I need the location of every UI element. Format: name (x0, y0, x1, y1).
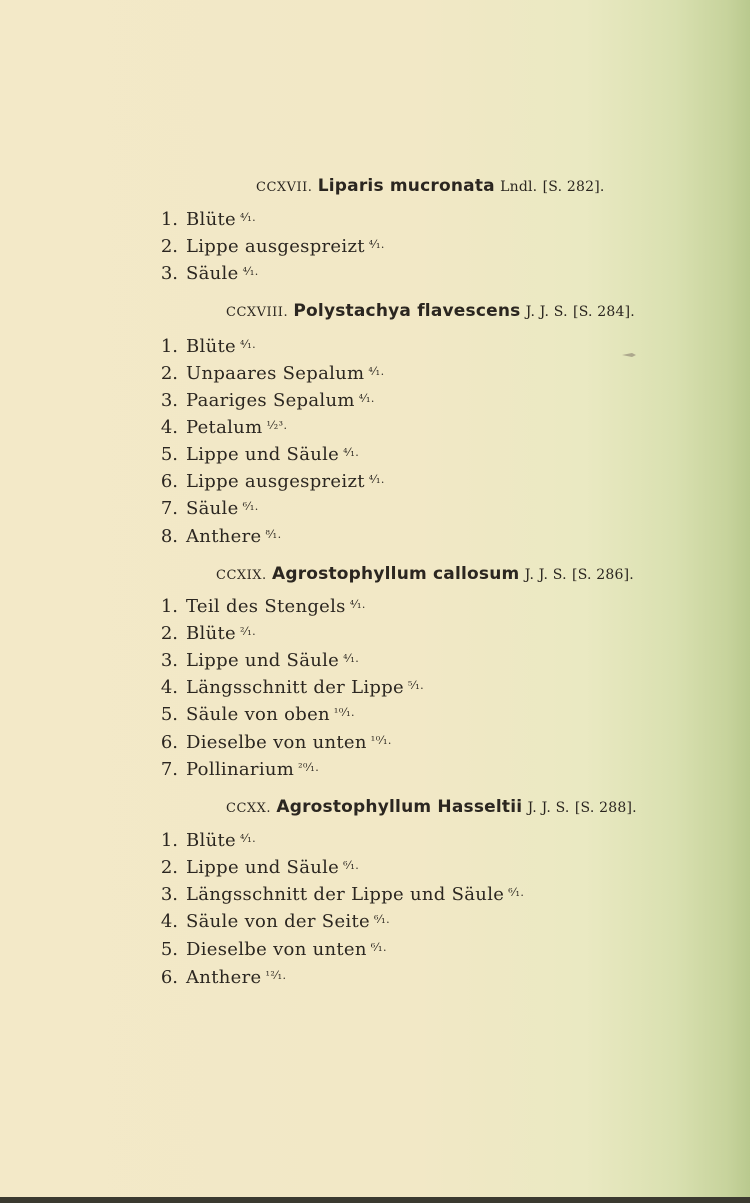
item-text: Längsschnitt der Lippe (186, 677, 404, 698)
item-number: 7. (160, 759, 178, 780)
item-scale: ⁴⁄₁. (343, 652, 360, 665)
list-item (0, 827, 256, 854)
item-scale: ⁴⁄₁. (242, 265, 259, 278)
item-number: 2. (160, 363, 178, 384)
item-number: 1. (160, 596, 178, 617)
item-number: 6. (160, 732, 178, 753)
list-item (0, 333, 256, 360)
section-heading (226, 797, 637, 817)
item-text: Säule (186, 263, 239, 284)
list-item (0, 441, 359, 468)
section-heading (256, 176, 605, 196)
item-scale: ⁴⁄₁. (358, 392, 375, 405)
item-scale: ¹²⁄₁. (265, 969, 287, 982)
item-scale: ⁴⁄₁. (239, 338, 257, 351)
page-reference: [S. 282]. (542, 179, 605, 195)
item-scale: ⁴⁄₁. (368, 365, 385, 378)
list-item (0, 647, 359, 674)
page-bottom-edge (0, 1197, 750, 1203)
list-item (0, 674, 424, 701)
plate-number: CCXVIII. (226, 305, 289, 320)
item-number: 3. (160, 263, 178, 284)
item-text: Blüte (186, 209, 236, 230)
item-text: Säule von oben (186, 704, 330, 725)
list-item (0, 414, 288, 441)
item-text: Pollinarium (186, 759, 295, 780)
list-item (0, 206, 256, 233)
item-text: Säule (186, 498, 239, 519)
species-name: Agrostophyllum Hasseltii (276, 797, 523, 817)
list-item (0, 495, 259, 522)
list-item (0, 620, 256, 647)
item-text: Petalum (186, 417, 263, 438)
item-text: Dieselbe von unten (186, 939, 367, 960)
species-author: J. J. S. (527, 800, 570, 816)
item-number: 1. (160, 336, 178, 357)
list-item (0, 854, 359, 881)
item-text: Blüte (186, 336, 236, 357)
item-scale: ¹⁰⁄₁. (370, 734, 392, 747)
item-scale: ⁴⁄₁. (239, 211, 257, 224)
item-number: 5. (160, 704, 178, 725)
item-number: 5. (160, 444, 178, 465)
item-scale: ⁴⁄₁. (343, 446, 360, 459)
list-item (0, 360, 385, 387)
item-scale: ⁶⁄₁. (508, 886, 525, 899)
item-number: 3. (160, 650, 178, 671)
item-text: Anthere (186, 967, 262, 988)
list-item (0, 729, 392, 756)
item-number: 8. (160, 526, 178, 547)
item-number: 1. (160, 209, 178, 230)
item-scale: ⁴⁄₁. (368, 238, 385, 251)
item-scale: ¹⁄₂³. (266, 419, 288, 432)
item-number: 6. (160, 471, 178, 492)
item-number: 5. (160, 939, 178, 960)
item-number: 3. (160, 884, 178, 905)
item-scale: ⁵⁄₁. (408, 679, 425, 692)
species-author: Lndl. (500, 179, 538, 195)
species-author: J. J. S. (524, 567, 567, 583)
item-number: 4. (160, 417, 178, 438)
item-number: 1. (160, 830, 178, 851)
list-item (0, 936, 387, 963)
plate-number: CCXX. (226, 801, 272, 816)
species-name: Liparis mucronata (317, 176, 495, 196)
section-heading (226, 301, 635, 321)
item-scale: ⁶⁄₁. (370, 941, 387, 954)
species-author: J. J. S. (525, 304, 568, 320)
list-item (0, 387, 375, 414)
species-name: Polystachya flavescens (293, 301, 521, 321)
list-item (0, 523, 282, 550)
item-scale: ⁸⁄₁. (265, 528, 282, 541)
item-scale: ⁶⁄₁. (373, 913, 391, 926)
item-scale: ⁶⁄₁. (343, 859, 360, 872)
item-text: Dieselbe von unten (186, 732, 367, 753)
list-item (0, 881, 524, 908)
item-number: 2. (160, 236, 178, 257)
page-reference: [S. 286]. (572, 567, 634, 583)
list-item (0, 593, 366, 620)
item-text: Unpaares Sepalum (186, 363, 365, 384)
item-text: Lippe und Säule (186, 650, 340, 671)
list-item (0, 964, 287, 991)
list-item (0, 756, 319, 783)
item-scale: ⁴⁄₁. (349, 598, 366, 611)
item-number: 4. (160, 677, 178, 698)
item-scale: ⁴⁄₁. (368, 473, 385, 486)
item-scale: ⁶⁄₁. (242, 500, 259, 513)
item-text: Lippe und Säule (186, 857, 340, 878)
section-heading (216, 564, 634, 584)
item-number: 7. (160, 498, 178, 519)
list-item (0, 701, 355, 728)
item-text: Paariges Sepalum (186, 390, 355, 411)
plate-number: CCXIX. (216, 568, 267, 583)
item-number: 3. (160, 390, 178, 411)
item-number: 6. (160, 967, 178, 988)
item-scale: ²⁰⁄₁. (298, 761, 320, 774)
list-item (0, 468, 385, 495)
item-scale: ²⁄₁. (239, 625, 257, 638)
item-number: 4. (160, 911, 178, 932)
list-item (0, 233, 385, 260)
ink-mark (622, 352, 636, 358)
item-scale: ⁴⁄₁. (239, 832, 257, 845)
page-reference: [S. 288]. (574, 800, 637, 816)
item-text: Lippe ausgespreizt (186, 471, 365, 492)
item-number: 2. (160, 857, 178, 878)
item-text: Teil des Stengels (186, 596, 346, 617)
item-text: Lippe ausgespreizt (186, 236, 365, 257)
species-name: Agrostophyllum callosum (271, 564, 520, 584)
list-item (0, 908, 390, 935)
item-text: Anthere (186, 526, 262, 547)
item-text: Blüte (186, 623, 236, 644)
item-text: Blüte (186, 830, 236, 851)
page-reference: [S. 284]. (573, 304, 635, 320)
item-number: 2. (160, 623, 178, 644)
list-item (0, 260, 259, 287)
item-text: Lippe und Säule (186, 444, 340, 465)
plate-number: CCXVII. (256, 180, 313, 195)
item-scale: ¹⁰⁄₁. (333, 706, 355, 719)
item-text: Säule von der Seite (186, 911, 370, 932)
item-text: Längsschnitt der Lippe und Säule (186, 884, 505, 905)
